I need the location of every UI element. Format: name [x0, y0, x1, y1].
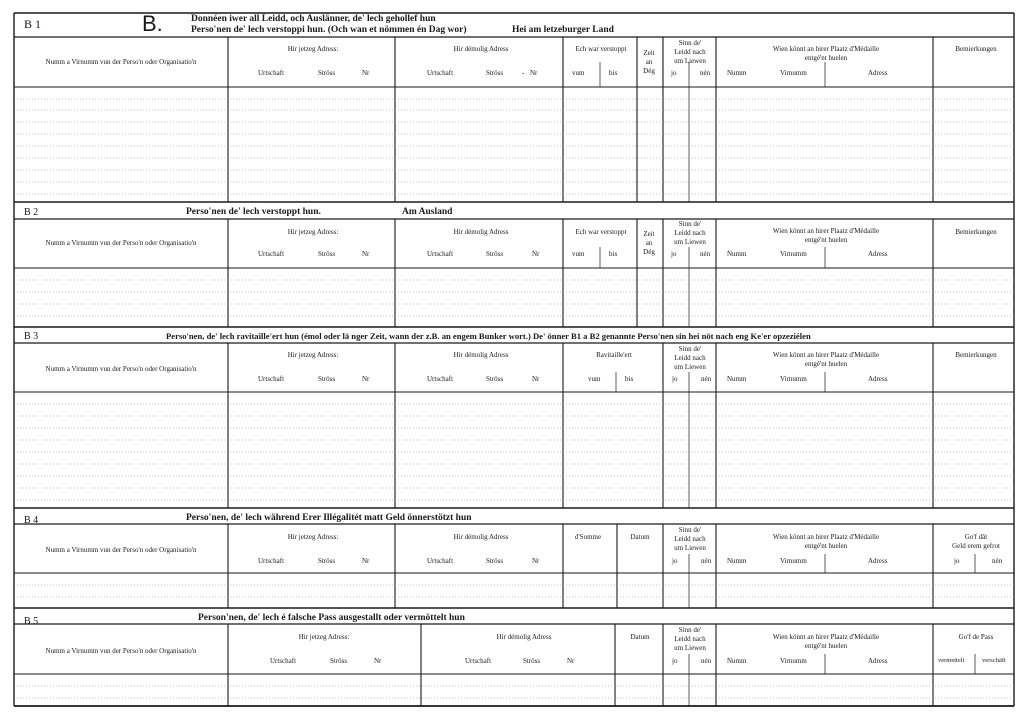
section-place: Am Ausland [402, 207, 453, 217]
section-code: B 5 [24, 616, 39, 627]
col-nr: Nr [532, 375, 540, 383]
col-alive: um Liewen [674, 544, 706, 552]
section-code: B 2 [24, 207, 39, 218]
col-date: Datum [630, 633, 650, 641]
section-code: B 4 [24, 515, 39, 526]
col-medal: Wien könnt an hirer Plaatz d'Médaille [772, 45, 880, 53]
col-alive: Leidd nach [674, 48, 706, 56]
col-town: Urtschaft [465, 657, 492, 665]
col-street: Ströss [318, 250, 336, 258]
col-from: vum [572, 69, 585, 77]
col-street: Ströss [318, 375, 336, 383]
col-alive: Leidd nach [674, 535, 706, 543]
col-medal-first: Virnumm [780, 557, 807, 565]
col-medal-first: Virnumm [780, 250, 807, 258]
col-pass-arranged: vermettelt [938, 657, 965, 664]
col-town: Urtschaft [427, 557, 454, 565]
col-town: Urtschaft [258, 250, 285, 258]
col-name: Numm a Virnumm vun der Perso'n oder Organisatio'n [45, 365, 197, 373]
col-remarks: Bemierkungen [955, 351, 997, 359]
col-town: Urtschaft [258, 557, 285, 565]
col-pass-procured: verschäft [982, 657, 1006, 664]
col-yes: jo [672, 375, 678, 383]
col-alive: um Liewen [674, 363, 706, 371]
col-yes: jo [672, 557, 678, 565]
col-from: vum [588, 375, 601, 383]
top-title-line1: Donnéen iwer all Leidd, och Auslänner, de' lech gehollef hun [191, 14, 436, 24]
col-medal: Wien könnt an hirer Plaatz d'Médaille [772, 351, 880, 359]
col-nr: Nr [362, 69, 370, 77]
col-to: bis [609, 250, 618, 258]
col-nr: Nr [532, 557, 540, 565]
col-date: Datum [630, 533, 650, 541]
col-medal: entgé'nt huelen [804, 542, 848, 550]
col-medal-address: Adress [868, 557, 888, 565]
col-street: Ströss [486, 557, 504, 565]
col-medal: Wien könnt an hirer Plaatz d'Médaille [772, 633, 880, 641]
col-nr: Nr [374, 657, 382, 665]
col-medal-name: Numm [727, 657, 747, 665]
col-hidden: Ech war verstoppt [575, 45, 627, 53]
col-medal-first: Virnumm [780, 375, 807, 383]
col-former-address: Hir démolig Adress [496, 633, 552, 641]
col-time: Dég [643, 67, 655, 75]
col-former-address: Hir démolig Adress [453, 45, 509, 53]
top-title-place: Hei am letzeburger Land [512, 25, 614, 35]
col-nr: Nr [362, 557, 370, 565]
col-medal-address: Adress [868, 375, 888, 383]
col-current-address: Hir jetzeg Adress: [298, 633, 350, 641]
col-alive: Sinn de' [678, 626, 702, 634]
col-medal-name: Numm [727, 557, 747, 565]
col-time: Zeit [643, 49, 655, 57]
col-former-address: Hir démolig Adress [453, 533, 509, 541]
section-code: B 1 [24, 17, 42, 31]
col-former-address: Hir démolig Adress [453, 351, 509, 359]
col-to: bis [625, 375, 634, 383]
col-from: vum [572, 250, 585, 258]
col-alive: Sinn de' [678, 39, 702, 47]
col-medal-address: Adress [868, 657, 888, 665]
col-name: Numm a Virnumm vun der Perso'n oder Organisatio'n [45, 647, 197, 655]
col-street: Ströss [318, 69, 336, 77]
col-name: Numm a Virnumm vun der Perso'n oder Organisatio'n [45, 58, 197, 66]
col-alive: Leidd nach [674, 229, 706, 237]
col-remarks: Bemierkungen [955, 228, 997, 236]
col-time: Dég [643, 248, 655, 256]
col-street: Ströss [486, 250, 504, 258]
col-name: Numm a Virnumm vun der Perso'n oder Organisatio'n [45, 239, 197, 247]
col-time: Zeit [643, 230, 655, 238]
col-nr: Nr [362, 375, 370, 383]
col-dash: - [522, 69, 525, 77]
header-mark: B. [142, 11, 163, 36]
section-title: Perso'nen, de' lech während Erer Illégalitét matt Geld önnerstötzt hun [186, 513, 472, 523]
col-street: Ströss [330, 657, 348, 665]
col-medal-name: Numm [727, 375, 747, 383]
col-gift-yes: jo [954, 557, 960, 565]
col-current-address: Hir jetzeg Adress: [287, 228, 339, 236]
col-nr: Nr [532, 250, 540, 258]
col-alive: Sinn de' [678, 220, 702, 228]
col-medal-first: Virnumm [780, 657, 807, 665]
col-sum: d'Somme [574, 533, 602, 541]
col-medal-address: Adress [868, 69, 888, 77]
col-time: an [645, 58, 653, 66]
col-to: bis [609, 69, 618, 77]
col-medal: Wien könnt an hirer Plaatz d'Médaille [772, 227, 880, 235]
col-street: Ströss [486, 375, 504, 383]
top-title-line2: Perso'nen de' lech verstoppi hun. (Och wan et nömmen én Dag wor) [191, 25, 467, 35]
col-alive: Leidd nach [674, 635, 706, 643]
col-medal-name: Numm [727, 69, 747, 77]
col-yes: jo [671, 69, 677, 77]
col-alive: um Liewen [674, 644, 706, 652]
col-town: Urtschaft [258, 375, 285, 383]
col-town: Urtschaft [427, 69, 454, 77]
col-medal-name: Numm [727, 250, 747, 258]
col-current-address: Hir jetzeg Adress: [287, 351, 339, 359]
col-no: nén [701, 557, 712, 565]
col-nr: Nr [567, 657, 575, 665]
col-current-address: Hir jetzeg Adress: [287, 533, 339, 541]
col-town: Urtschaft [270, 657, 297, 665]
col-gift: Geld erem gefrot [952, 542, 1000, 550]
col-no: nén [701, 657, 712, 665]
col-town: Urtschaft [427, 250, 454, 258]
col-no: nén [700, 250, 711, 258]
col-current-address: Hir jetzeg Adress: [287, 45, 339, 53]
col-medal: entgé'nt huelen [804, 360, 848, 368]
col-gift: Go'f dât [964, 533, 988, 541]
col-supplied: Ravitaille'ert [596, 351, 632, 359]
section-title: Perso'nen de' lech verstoppt hun. [186, 207, 321, 217]
col-street: Ströss [318, 557, 336, 565]
col-medal: entgé'nt huelen [804, 236, 848, 244]
col-former-address: Hir démolig Adress [453, 228, 509, 236]
col-street: Ströss [486, 69, 504, 77]
col-no: nén [701, 375, 712, 383]
col-alive: um Liewen [674, 238, 706, 246]
col-alive: Sinn de' [678, 345, 702, 353]
col-gift-no: nén [992, 557, 1003, 565]
col-yes: jo [671, 250, 677, 258]
col-medal: entgé'nt huelen [804, 642, 848, 650]
col-alive: um Liewen [674, 57, 706, 65]
col-yes: jo [672, 657, 678, 665]
section-code: B 3 [24, 331, 39, 342]
col-hidden: Ech war verstoppt [575, 228, 627, 236]
col-time: an [645, 239, 653, 247]
col-name: Numm a Virnumm vun der Perso'n oder Organisatio'n [45, 546, 197, 554]
col-nr: Nr [530, 69, 538, 77]
section-title: Perso'nen, de' lech ravitaille'ert hun (émol oder lä nger Zeit, wann der z.B. an engem Bunker wort.) De' önner B1 a B2 genannte Perso'nen sin hei nöt nach eng Ke'er opzeziélen [166, 331, 811, 341]
col-medal: Wien könnt an hirer Plaatz d'Médaille [772, 533, 880, 541]
col-remarks: Bemierkungen [955, 45, 997, 53]
col-medal-first: Virnumm [780, 69, 807, 77]
col-alive: Sinn de' [678, 526, 702, 534]
col-nr: Nr [362, 250, 370, 258]
col-alive: Leidd nach [674, 354, 706, 362]
section-title: Person'nen, de' lech é falsche Pass ausgestallt oder vermöttelt hun [198, 613, 465, 623]
col-street: Ströss [523, 657, 541, 665]
col-town: Urtschaft [258, 69, 285, 77]
col-medal-address: Adress [868, 250, 888, 258]
col-town: Urtschaft [427, 375, 454, 383]
col-pass: Go'f de Pass [958, 633, 994, 641]
col-medal: entgé'nt huelen [804, 54, 848, 62]
col-no: nén [700, 69, 711, 77]
